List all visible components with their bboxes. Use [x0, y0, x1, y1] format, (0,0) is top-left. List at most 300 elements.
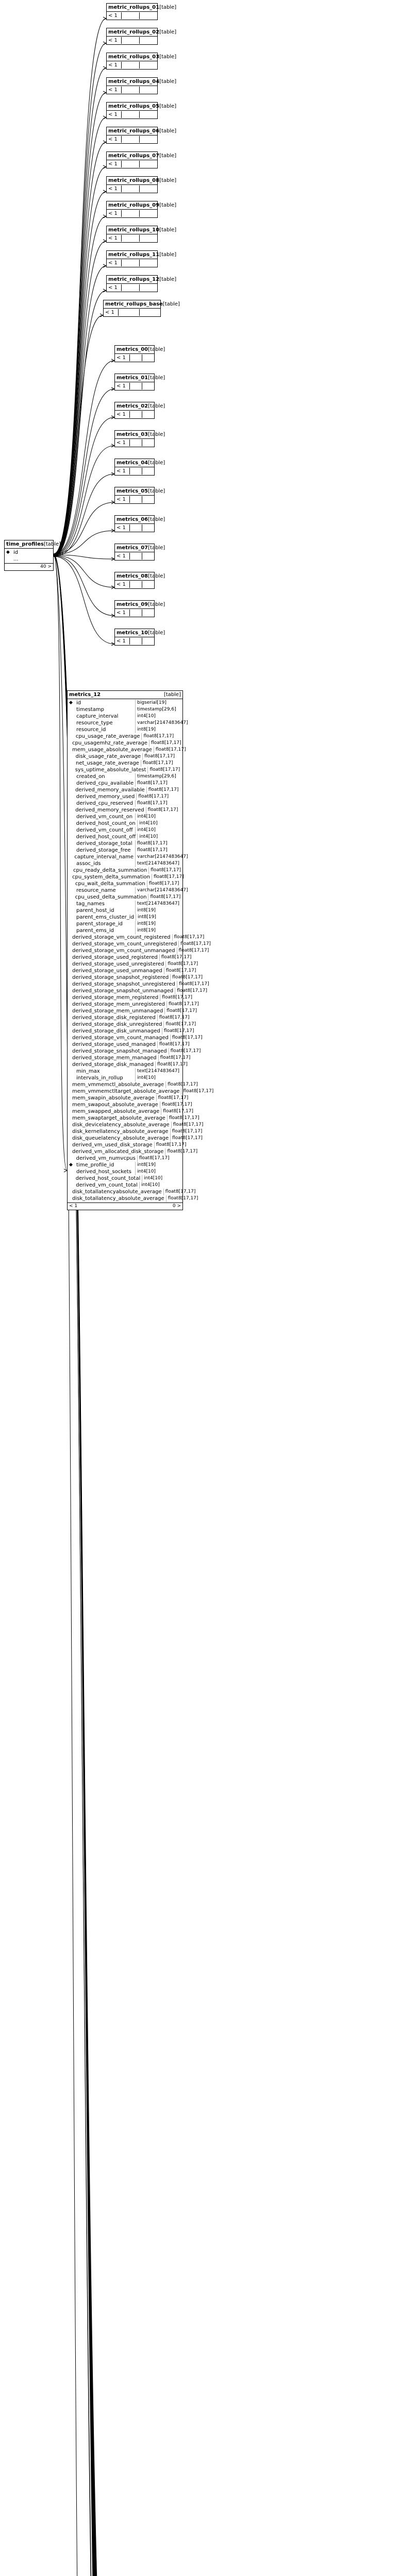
- table-name: metrics_03: [117, 432, 148, 437]
- parent-count: < 1: [117, 412, 126, 417]
- column-row: [68, 1101, 192, 1108]
- column-row: [68, 947, 209, 954]
- column-name: mem_usage_absolute_average: [72, 747, 152, 753]
- column-cell: [142, 524, 154, 531]
- column-cell: [121, 284, 139, 291]
- parent-count: < 1: [117, 383, 126, 389]
- column-row: [68, 894, 182, 901]
- table-metric-rollups-12[interactable]: [106, 275, 177, 292]
- column-row: [68, 773, 182, 780]
- column-name: derived_storage_snapshot_managed: [72, 1048, 167, 1054]
- key-icon: [68, 894, 74, 901]
- column-row: [68, 720, 188, 726]
- column-type: float8[17,17]: [155, 1061, 189, 1068]
- column-row: [68, 1088, 214, 1095]
- column-row: [115, 411, 154, 418]
- key-icon: [68, 1068, 75, 1075]
- table-type: [table]: [162, 301, 180, 307]
- key-icon: [68, 827, 75, 834]
- table-metric-rollups-11[interactable]: [106, 250, 177, 267]
- column-row: [68, 793, 182, 800]
- table-metric-rollups-09[interactable]: [106, 201, 177, 218]
- column-cell: [129, 609, 142, 616]
- column-cell: [139, 62, 157, 69]
- column-type: float8[17,17]: [163, 1189, 197, 1195]
- table-metrics-10[interactable]: [114, 629, 165, 646]
- column-row: [68, 1135, 203, 1142]
- column-type: float8[17,17]: [135, 800, 182, 807]
- column-type: float8[17,17]: [157, 1041, 191, 1048]
- key-icon: [68, 901, 75, 907]
- column-row: [115, 468, 154, 474]
- column-type: float8[17,17]: [171, 1122, 205, 1128]
- column-type: int8[19]: [135, 907, 182, 914]
- table-metric-rollups-base[interactable]: [103, 300, 180, 317]
- column-cell: [121, 111, 139, 118]
- column-row: [68, 820, 182, 827]
- column-cell: [139, 87, 157, 93]
- column-name: derived_storage_vm_count_unregistered: [72, 941, 177, 947]
- table-name: metric_rollups_10: [108, 227, 160, 233]
- child-count: 0 >: [172, 1204, 181, 1209]
- column-type: float8[17,17]: [170, 1128, 204, 1135]
- column-name: cpu_wait_delta_summation: [75, 881, 145, 887]
- table-type: [table]: [159, 227, 177, 233]
- column-type: float8[17,17]: [152, 874, 186, 880]
- column-row: [68, 840, 182, 847]
- column-name: derived_storage_disk_unregistered: [72, 1022, 162, 1027]
- table-type: [table]: [43, 541, 61, 547]
- column-row: [68, 800, 182, 807]
- column-row: [68, 1061, 188, 1068]
- table-time-profiles[interactable]: [4, 540, 61, 571]
- column-name: resource_id: [76, 727, 106, 733]
- column-cell: [142, 383, 154, 389]
- column-row: [115, 553, 154, 560]
- column-name: derived_cpu_available: [76, 781, 134, 786]
- column-name: tag_names: [76, 901, 105, 907]
- column-row: [107, 12, 157, 19]
- column-type: int4[10]: [139, 1182, 182, 1189]
- column-row: [115, 609, 154, 616]
- table-metric-rollups-05[interactable]: [106, 102, 177, 119]
- table-type: [table]: [159, 29, 177, 35]
- key-icon: [68, 860, 75, 867]
- table-name: metrics_01: [117, 375, 148, 381]
- table-type: [table]: [148, 630, 165, 636]
- column-name: derived_memory_available: [75, 787, 145, 793]
- table-name: metric_rollups_09: [108, 202, 160, 208]
- column-row: [115, 638, 154, 645]
- relationship-line: [54, 556, 114, 616]
- column-type: float8[17,17]: [169, 1048, 203, 1055]
- column-row: [107, 284, 157, 291]
- column-type: float8[17,17]: [165, 1148, 199, 1155]
- column-cell: [121, 12, 139, 19]
- column-row: [68, 827, 182, 834]
- table-type: [table]: [148, 375, 165, 381]
- column-name: parent_ems_id: [76, 928, 114, 934]
- table-name: metrics_12: [69, 692, 101, 698]
- column-row: [68, 1048, 201, 1055]
- parent-count: < 1: [108, 13, 118, 19]
- table-metrics-06[interactable]: [114, 515, 165, 532]
- table-type: [table]: [159, 104, 177, 109]
- key-icon: [68, 753, 74, 760]
- column-row: [5, 549, 53, 556]
- column-type: float8[17,17]: [172, 934, 206, 941]
- table-metric-rollups-08[interactable]: [106, 176, 177, 193]
- key-icon: [68, 767, 74, 773]
- column-row: [68, 1041, 190, 1048]
- table-metrics-02[interactable]: [114, 402, 165, 419]
- column-type: float8[17,17]: [170, 1135, 204, 1142]
- column-name: derived_storage_used_unmanaged: [72, 968, 162, 974]
- column-cell: [139, 111, 157, 118]
- column-name: resource_name: [76, 888, 116, 893]
- table-name: metric_rollups_07: [108, 153, 160, 159]
- table-type: [table]: [159, 79, 177, 84]
- column-name: derived_host_count_total: [75, 1176, 141, 1181]
- column-name: created_on: [76, 774, 105, 779]
- table-metrics-03[interactable]: [114, 430, 165, 447]
- column-type: int8[19]: [135, 726, 182, 733]
- column-row: [68, 914, 182, 921]
- column-type: float8[17,17]: [170, 1035, 204, 1041]
- column-row: [104, 309, 160, 316]
- table-metrics-08[interactable]: [114, 572, 165, 589]
- column-cell: [129, 496, 142, 503]
- column-cell: [139, 161, 157, 167]
- key-icon: [68, 1168, 75, 1175]
- table-name: metrics_07: [117, 545, 148, 551]
- column-type: float8[17,17]: [147, 880, 182, 887]
- key-icon: [68, 1155, 75, 1162]
- column-row: [107, 260, 157, 266]
- parent-count: < 1: [108, 87, 118, 93]
- column-name: mem_swapout_absolute_average: [72, 1102, 158, 1108]
- column-name: derived_storage_vm_count_registered: [72, 935, 171, 940]
- relationship-line: [54, 19, 106, 554]
- table-metrics-05[interactable]: [114, 487, 165, 504]
- column-row: [107, 87, 157, 93]
- key-icon: [68, 840, 75, 847]
- column-type: varchar[2147483647]: [135, 720, 182, 726]
- column-name: assoc_ids: [76, 861, 101, 867]
- column-row: [68, 1075, 182, 1081]
- column-name: sys_uptime_absolute_latest: [75, 767, 146, 773]
- table-metric-rollups-01[interactable]: [106, 3, 177, 20]
- relationship-line: [54, 117, 106, 556]
- column-cell: [142, 553, 154, 560]
- key-icon: [68, 814, 75, 820]
- column-row: [68, 807, 182, 814]
- key-icon: [68, 807, 74, 814]
- column-row: [68, 1142, 187, 1148]
- table-metric-rollups-06[interactable]: [106, 127, 177, 144]
- column-type: float8[17,17]: [154, 1142, 188, 1148]
- column-row: [68, 901, 182, 907]
- column-name: mem_vmmemctl_absolute_average: [72, 1082, 164, 1088]
- parent-count: < 1: [108, 285, 118, 291]
- key-icon: [68, 720, 75, 726]
- column-row: [68, 988, 207, 994]
- column-name: derived_storage_snapshot_unregistered: [72, 981, 175, 987]
- column-name: derived_storage_disk_unmanaged: [72, 1028, 160, 1034]
- key-icon: [68, 834, 75, 840]
- column-row: [68, 1162, 182, 1168]
- table-type: [table]: [148, 488, 165, 494]
- key-icon: [68, 787, 74, 793]
- column-cell: [129, 354, 142, 361]
- column-type: float8[17,17]: [141, 733, 182, 740]
- table-type: [table]: [159, 178, 177, 183]
- column-cell: [129, 581, 142, 588]
- column-row: [115, 524, 154, 531]
- table-type: [table]: [148, 460, 165, 466]
- parent-count: < 1: [117, 440, 126, 446]
- column-row: [68, 954, 192, 961]
- relationship-line: [54, 389, 114, 555]
- column-type: float8[17,17]: [165, 1081, 199, 1088]
- column-row: [68, 907, 182, 914]
- table-name: metric_rollups_06: [108, 128, 160, 134]
- parent-count: < 1: [117, 468, 126, 474]
- column-type: float8[17,17]: [164, 968, 198, 974]
- column-type: float8[17,17]: [148, 867, 182, 874]
- column-cell: [121, 210, 139, 217]
- table-type: [table]: [159, 277, 177, 282]
- relationship-line: [54, 93, 106, 555]
- column-type: text[2147483647]: [135, 1068, 182, 1075]
- column-type: float8[17,17]: [142, 753, 182, 760]
- table-metric-rollups-10[interactable]: [106, 226, 177, 243]
- table-type: [table]: [148, 602, 165, 607]
- column-name: disk_totallatencyabsolute_average: [72, 1189, 162, 1195]
- column-cell: [129, 468, 142, 474]
- column-cell: [121, 260, 139, 266]
- table-metrics-07[interactable]: [114, 544, 165, 561]
- column-row: [68, 1068, 182, 1075]
- column-type: float8[17,17]: [177, 947, 211, 954]
- column-row: [68, 847, 182, 854]
- key-icon: [68, 1075, 75, 1081]
- column-name: derived_storage_used_managed: [72, 1042, 156, 1047]
- table-name: metrics_08: [117, 573, 148, 579]
- table-metrics-12[interactable]: [67, 690, 214, 1210]
- column-name: disk_totallatency_absolute_average: [72, 1196, 164, 1201]
- column-row: [68, 994, 193, 1001]
- column-name: derived_vm_count_off: [76, 827, 133, 833]
- column-name: cpu_system_delta_summation: [72, 874, 150, 880]
- column-name: derived_vm_count_total: [76, 1182, 138, 1188]
- column-row: [107, 235, 157, 242]
- key-icon: [68, 760, 74, 767]
- column-type: int4[10]: [137, 834, 182, 840]
- table-metric-rollups-02[interactable]: [106, 28, 177, 45]
- column-row: [68, 941, 211, 947]
- table-type: [table]: [159, 5, 177, 10]
- column-type: float8[17,17]: [160, 1101, 194, 1108]
- table-type: [table]: [159, 252, 177, 258]
- column-name: id: [76, 700, 81, 706]
- column-name: parent_host_id: [76, 908, 114, 913]
- column-name: disk_usage_rate_average: [75, 754, 141, 759]
- column-type: float8[17,17]: [148, 894, 182, 901]
- column-cell: [118, 309, 139, 316]
- column-name: derived_host_count_on: [76, 821, 136, 826]
- column-row: [68, 780, 182, 787]
- column-row: [115, 581, 154, 588]
- table-type: [table]: [148, 517, 165, 522]
- parent-count: < 1: [108, 112, 118, 117]
- key-icon: [68, 800, 75, 807]
- column-row: [5, 556, 53, 563]
- key-icon: [68, 914, 75, 921]
- parent-count: < 1: [117, 638, 126, 644]
- table-metrics-09[interactable]: [114, 600, 165, 617]
- column-type: float8[17,17]: [161, 1108, 195, 1115]
- column-row: [68, 974, 203, 981]
- column-name: derived_cpu_reserved: [76, 801, 133, 806]
- column-cell: [121, 62, 139, 69]
- key-icon: [5, 556, 12, 563]
- column-row: [68, 854, 188, 860]
- column-row: [68, 787, 182, 793]
- relationship-line: [54, 142, 106, 556]
- table-type: [table]: [159, 54, 177, 60]
- column-row: [68, 740, 182, 747]
- column-name: derived_storage_vm_count_unmanaged: [72, 948, 175, 954]
- column-name: cpu_used_delta_summation: [75, 894, 147, 900]
- parent-count: < 1: [117, 610, 126, 616]
- column-name: net_usage_rate_average: [75, 760, 139, 766]
- column-name: intervals_in_rollup: [76, 1075, 123, 1081]
- table-metrics-00[interactable]: [114, 345, 165, 362]
- column-cell: [121, 37, 139, 44]
- column-row: [68, 760, 182, 767]
- parent-count: < 1: [108, 38, 118, 43]
- column-name: derived_storage_disk_registered: [72, 1015, 156, 1021]
- key-icon: [68, 793, 75, 800]
- column-name: timestamp: [76, 707, 104, 713]
- table-name: metrics_10: [117, 630, 148, 636]
- column-cell: [121, 136, 139, 143]
- key-icon: [68, 880, 74, 887]
- key-icon: [68, 780, 75, 787]
- column-type: bigserial[19]: [135, 700, 182, 706]
- column-row: [68, 874, 182, 880]
- table-metrics-01[interactable]: [114, 374, 165, 391]
- column-row: [68, 1115, 199, 1122]
- column-name: disk_queuelatency_absolute_average: [72, 1136, 169, 1141]
- column-type: float8[17,17]: [177, 981, 211, 988]
- column-type: int4[10]: [135, 814, 182, 820]
- table-metrics-04[interactable]: [114, 459, 165, 476]
- column-row: [68, 1168, 182, 1175]
- column-row: [68, 753, 182, 760]
- child-count: 40 >: [40, 564, 52, 569]
- column-name: cpu_usagemhz_rate_average: [72, 740, 147, 746]
- parent-count: < 1: [69, 1204, 78, 1209]
- table-name: metric_rollups_11: [108, 252, 160, 258]
- column-row: [68, 1055, 191, 1061]
- column-name: derived_storage_free: [76, 848, 131, 853]
- column-type: float8[17,17]: [181, 1088, 215, 1095]
- column-type: int4[10]: [135, 713, 182, 720]
- column-name: derived_storage_mem_registered: [72, 995, 159, 1001]
- column-cell: [142, 411, 154, 418]
- table-name: metrics_05: [117, 488, 148, 494]
- table-name: metrics_00: [117, 347, 148, 352]
- table-type: [table]: [159, 128, 177, 134]
- column-row: [68, 1128, 203, 1135]
- column-cell: [142, 439, 154, 446]
- parent-count: < 1: [117, 497, 126, 502]
- column-type: text[2147483647]: [135, 901, 182, 907]
- table-name: metric_rollups_02: [108, 29, 160, 35]
- parent-count: < 1: [108, 235, 118, 241]
- column-name: derived_vm_used_disk_storage: [72, 1142, 153, 1148]
- column-row: [68, 1189, 196, 1195]
- column-name: disk_devicelatency_absolute_average: [72, 1122, 170, 1128]
- column-cell: [129, 383, 142, 389]
- key-icon: [68, 1175, 74, 1182]
- column-type: int4[10]: [142, 1175, 182, 1182]
- column-type: int4[10]: [135, 1168, 182, 1175]
- column-row: [107, 136, 157, 143]
- column-row: [68, 1175, 182, 1182]
- column-row: [68, 1014, 190, 1021]
- column-type: varchar[2147483647]: [135, 887, 182, 894]
- column-name: derived_vm_numvcpus: [76, 1156, 136, 1161]
- column-row: [68, 1148, 198, 1155]
- column-type: int8[19]: [135, 1162, 182, 1168]
- column-row: [68, 981, 209, 988]
- column-cell: [142, 468, 154, 474]
- table-metric-rollups-03[interactable]: [106, 53, 177, 70]
- column-name: derived_storage_used_registered: [72, 955, 158, 960]
- column-name: ...: [13, 556, 19, 562]
- key-icon: [68, 867, 72, 874]
- table-metric-rollups-07[interactable]: [106, 151, 177, 168]
- column-type: float8[17,17]: [141, 760, 182, 767]
- column-row: [68, 1108, 194, 1115]
- relationship-line: [54, 291, 106, 556]
- column-cell: [139, 136, 157, 143]
- column-type: float8[17,17]: [136, 793, 182, 800]
- column-row: [68, 713, 182, 720]
- column-row: [68, 1095, 189, 1101]
- key-icon: [68, 887, 75, 894]
- column-row: [68, 1081, 198, 1088]
- column-cell: [139, 210, 157, 217]
- table-type: [table]: [159, 202, 177, 208]
- column-name: derived_memory_reserved: [75, 807, 144, 813]
- column-row: [68, 1028, 194, 1035]
- table-type: [table]: [159, 153, 177, 159]
- column-type: float8[17,17]: [175, 988, 209, 994]
- column-name: derived_host_sockets: [76, 1169, 131, 1175]
- column-row: [68, 1122, 204, 1128]
- column-name: id: [13, 550, 19, 555]
- column-name: derived_storage_mem_unmanaged: [72, 1008, 163, 1014]
- column-name: derived_storage_total: [76, 841, 132, 846]
- column-name: disk_kernellatency_absolute_average: [72, 1129, 169, 1134]
- column-row: [107, 62, 157, 69]
- key-icon: [68, 713, 75, 720]
- table-metric-rollups-04[interactable]: [106, 77, 177, 94]
